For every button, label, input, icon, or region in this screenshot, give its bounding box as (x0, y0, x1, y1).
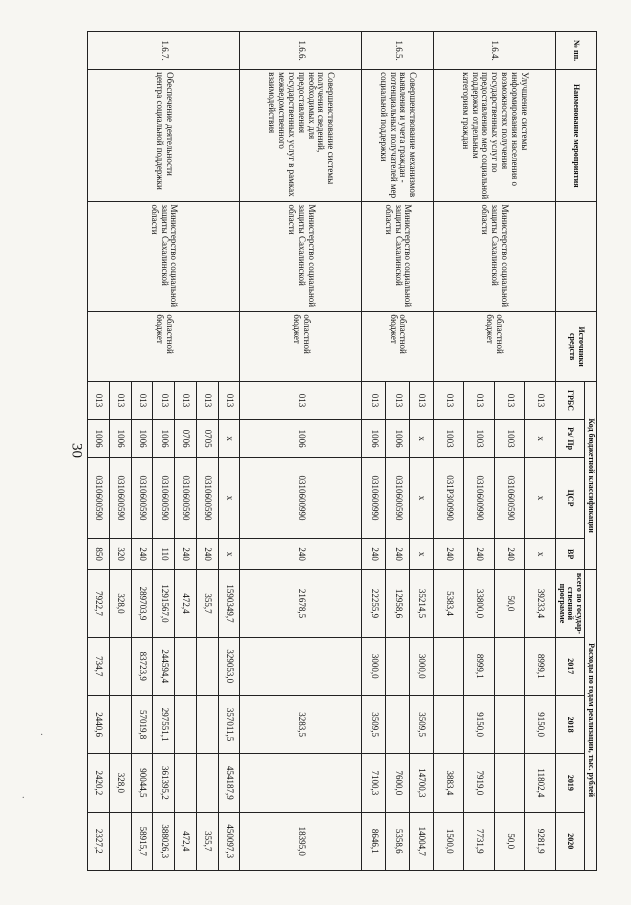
cell-vr: х (218, 538, 240, 569)
cell-csr: х (218, 458, 240, 539)
cell-csr: 0310600990 (240, 458, 362, 539)
table-row (240, 32, 362, 871)
table-row (525, 32, 555, 871)
header-vr: ВР (555, 538, 584, 569)
cell-y2020: 1500,0 (433, 812, 464, 870)
header-num: № пп. (555, 32, 596, 70)
cell-y2019: 361395,2 (153, 754, 175, 812)
budget-table (87, 31, 597, 871)
cell-vr: 240 (240, 538, 362, 569)
cell-rzpr: 0706 (175, 420, 197, 458)
page-number: 30 (68, 443, 85, 458)
cell-y2017 (196, 637, 218, 695)
cell-y2019: 7600,0 (386, 754, 410, 812)
cell-y2019: 3883,4 (433, 754, 464, 812)
cell-y2020: 355,7 (196, 812, 218, 870)
cell-grbs: 013 (109, 381, 131, 419)
cell-y2017 (433, 637, 464, 695)
cell-y2018 (196, 695, 218, 753)
cell-y2017: 3000,0 (410, 637, 434, 695)
cell-grbs: 013 (433, 381, 464, 419)
cell-grbs: 013 (196, 381, 218, 419)
cell-y2018: 297551,1 (153, 695, 175, 753)
cell-y2019: 7919,0 (464, 754, 494, 812)
item-number: 1.6.5. (362, 32, 434, 70)
cell-y2018: 57019,8 (131, 695, 153, 753)
cell-y2017: 83723,9 (131, 637, 153, 695)
table-body (88, 32, 556, 871)
cell-y2019: 11802,4 (525, 754, 555, 812)
cell-grbs: 013 (218, 381, 240, 419)
cell-csr: х (410, 458, 434, 539)
cell-vr: 240 (362, 538, 386, 569)
cell-rzpr: 1003 (464, 420, 494, 458)
cell-grbs: 013 (88, 381, 110, 419)
header-name: Наименование мероприятия (555, 70, 596, 202)
item-source: областной бюджет (433, 312, 555, 382)
cell-csr: 031P300990 (433, 458, 464, 539)
header-2017: 2017 (555, 637, 584, 695)
item-name: Совершенствование механизмов выявления и учета граждан - потенциальных получателей мер социальной поддержки (362, 70, 434, 202)
item-source: областной бюджет (88, 312, 240, 382)
cell-rzpr: 1006 (153, 420, 175, 458)
header-2018: 2018 (555, 695, 584, 753)
cell-vr: 240 (386, 538, 410, 569)
header-2019: 2019 (555, 754, 584, 812)
cell-total: 39233,4 (525, 570, 555, 637)
cell-total: 328,0 (109, 570, 131, 637)
cell-y2019 (494, 754, 524, 812)
cell-y2020: 7731,9 (464, 812, 494, 870)
cell-y2019: 90044,5 (131, 754, 153, 812)
cell-total: 1590349,7 (218, 570, 240, 637)
cell-y2019 (175, 754, 197, 812)
cell-csr: 0310600590 (196, 458, 218, 539)
cell-grbs: 013 (494, 381, 524, 419)
cell-y2019 (196, 754, 218, 812)
cell-total: 12958,6 (386, 570, 410, 637)
cell-total: 22255,9 (362, 570, 386, 637)
item-number: 1.6.4. (433, 32, 555, 70)
header-csr: ЦСР (555, 458, 584, 539)
cell-rzpr: 1003 (494, 420, 524, 458)
cell-vr: 240 (196, 538, 218, 569)
header-grbs: ГРБС (555, 381, 584, 419)
cell-y2020: 472,4 (175, 812, 197, 870)
cell-total: 1291567,0 (153, 570, 175, 637)
cell-y2018: 3509,5 (362, 695, 386, 753)
cell-y2020: 388026,3 (153, 812, 175, 870)
cell-total: 21678,5 (240, 570, 362, 637)
cell-rzpr: 1006 (109, 420, 131, 458)
cell-total: 35214,5 (410, 570, 434, 637)
cell-vr: х (525, 538, 555, 569)
header-2020: 2020 (555, 812, 584, 870)
cell-y2020: 5358,6 (386, 812, 410, 870)
cell-csr: 0310600990 (362, 458, 386, 539)
cell-y2017: 3000,0 (362, 637, 386, 695)
cell-y2017: 8999,1 (464, 637, 494, 695)
cell-y2020: 14004,7 (410, 812, 434, 870)
cell-total: 355,7 (196, 570, 218, 637)
cell-y2017 (494, 637, 524, 695)
cell-y2020 (109, 812, 131, 870)
cell-grbs: 013 (525, 381, 555, 419)
cell-grbs: 013 (240, 381, 362, 419)
cell-y2019: 7100,3 (362, 754, 386, 812)
cell-y2017 (109, 637, 131, 695)
rotated-table-container (87, 31, 597, 871)
cell-rzpr: х (218, 420, 240, 458)
cell-csr: 0310600590 (109, 458, 131, 539)
item-executor: Министерство социальной защиты Сахалинской области (240, 202, 362, 312)
cell-y2018: 3283,5 (240, 695, 362, 753)
cell-y2019: 2420,2 (88, 754, 110, 812)
cell-rzpr: 1006 (88, 420, 110, 458)
header-expenses: Расходы по годам реализации, тыс. рублей (585, 570, 597, 871)
cell-y2017 (386, 637, 410, 695)
cell-y2020: 58915,7 (131, 812, 153, 870)
cell-y2018: 3509,5 (410, 695, 434, 753)
cell-rzpr: 0705 (196, 420, 218, 458)
item-number: 1.6.6. (240, 32, 362, 70)
cell-rzpr: х (410, 420, 434, 458)
cell-y2018: 9150,0 (464, 695, 494, 753)
cell-rzpr: 1006 (386, 420, 410, 458)
header-executor (555, 202, 596, 312)
cell-grbs: 013 (153, 381, 175, 419)
cell-rzpr: 1006 (131, 420, 153, 458)
cell-y2020: 9281,9 (525, 812, 555, 870)
item-name: Улучшение системы информирования населения о возможностях получения государственных услуг по предоставлению мер социальной поддержки отдельным категориям граждан (433, 70, 555, 202)
cell-grbs: 013 (362, 381, 386, 419)
cell-rzpr: х (525, 420, 555, 458)
cell-y2018 (109, 695, 131, 753)
cell-total: 50,0 (494, 570, 524, 637)
cell-y2018 (494, 695, 524, 753)
cell-y2020: 50,0 (494, 812, 524, 870)
cell-y2017: 8999,1 (525, 637, 555, 695)
cell-y2018: 2440,6 (88, 695, 110, 753)
cell-vr: 850 (88, 538, 110, 569)
header-budget-code: Код бюджетной классификации (585, 381, 597, 569)
header-rzpr: Рз/ Пр (555, 420, 584, 458)
cell-y2017 (175, 637, 197, 695)
cell-total: 472,4 (175, 570, 197, 637)
cell-rzpr: 1003 (433, 420, 464, 458)
cell-csr: 0310600590 (131, 458, 153, 539)
cell-grbs: 013 (386, 381, 410, 419)
cell-csr: 0310600590 (386, 458, 410, 539)
cell-y2019: 328,0 (109, 754, 131, 812)
cell-grbs: 013 (131, 381, 153, 419)
cell-y2017: 734,7 (88, 637, 110, 695)
item-source: областной бюджет (240, 312, 362, 382)
cell-y2019: 454187,9 (218, 754, 240, 812)
header-total: всего по государ- ственной программе (555, 570, 584, 637)
cell-vr: 110 (153, 538, 175, 569)
cell-csr: х (525, 458, 555, 539)
cell-csr: 0310600590 (175, 458, 197, 539)
item-executor: Министерство социальной защиты Сахалинской области (362, 202, 434, 312)
cell-y2019 (240, 754, 362, 812)
cell-vr: 240 (131, 538, 153, 569)
cell-vr: 320 (109, 538, 131, 569)
cell-total: 7922,7 (88, 570, 110, 637)
cell-vr: 240 (433, 538, 464, 569)
cell-y2019: 14700,3 (410, 754, 434, 812)
scan-speckle: . (22, 790, 25, 801)
cell-csr: 0310600590 (88, 458, 110, 539)
cell-y2020: 450097,3 (218, 812, 240, 870)
item-source: областной бюджет (362, 312, 434, 382)
cell-csr: 0310600590 (153, 458, 175, 539)
cell-grbs: 013 (410, 381, 434, 419)
cell-y2018: 9150,0 (525, 695, 555, 753)
cell-y2020: 8646,1 (362, 812, 386, 870)
cell-y2017: 244594,4 (153, 637, 175, 695)
cell-y2017: 329053,0 (218, 637, 240, 695)
header-row-1 (585, 32, 597, 871)
table-row (410, 32, 434, 871)
cell-vr: 240 (464, 538, 494, 569)
table-row (218, 32, 240, 871)
header-source: Источники средств (555, 312, 596, 382)
scan-speckle: · (40, 730, 44, 741)
cell-y2018: 357011,5 (218, 695, 240, 753)
cell-vr: 240 (175, 538, 197, 569)
cell-y2018 (386, 695, 410, 753)
cell-total: 5383,4 (433, 570, 464, 637)
cell-y2017 (240, 637, 362, 695)
cell-y2018 (175, 695, 197, 753)
item-executor: Министерство социальной защиты Сахалинской области (88, 202, 240, 312)
cell-y2018 (433, 695, 464, 753)
item-name: Совершенствование системы получения сведений, необходимых для предоставления государственных услуг в рамках межведомственного взаимодействия (240, 70, 362, 202)
cell-y2020: 18395,0 (240, 812, 362, 870)
cell-vr: х (410, 538, 434, 569)
cell-y2020: 2327,2 (88, 812, 110, 870)
cell-vr: 240 (494, 538, 524, 569)
cell-grbs: 013 (175, 381, 197, 419)
item-name: Обеспечение деятельности центра социальной поддержки (88, 70, 240, 202)
cell-csr: 0310600590 (494, 458, 524, 539)
item-executor: Министерство социальной защиты Сахалинской области (433, 202, 555, 312)
cell-total: 33800,0 (464, 570, 494, 637)
item-number: 1.6.7. (88, 32, 240, 70)
cell-grbs: 013 (464, 381, 494, 419)
cell-csr: 0310600990 (464, 458, 494, 539)
cell-rzpr: 1006 (362, 420, 386, 458)
cell-rzpr: 1006 (240, 420, 362, 458)
cell-total: 289703,9 (131, 570, 153, 637)
